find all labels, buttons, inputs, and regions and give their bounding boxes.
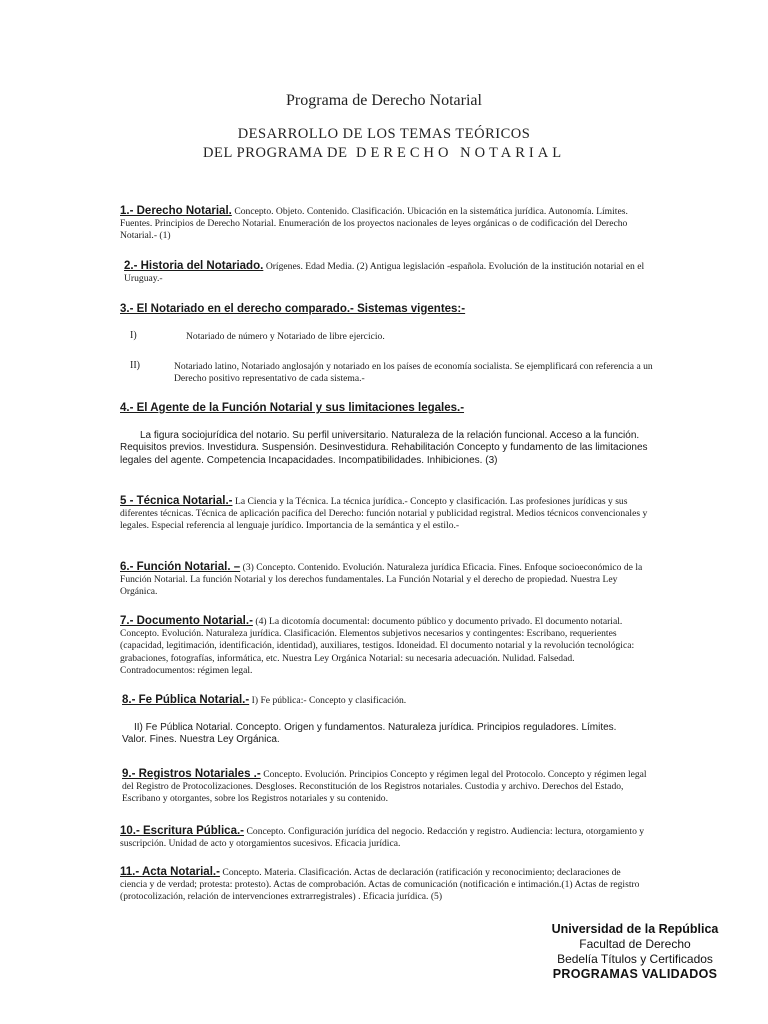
stamp-university: Universidad de la República xyxy=(551,922,719,936)
section-8-heading: 8.- Fe Pública Notarial.- xyxy=(122,694,250,706)
section-7-text: (4) La dicotomía documental: documento público y documento privado. El documento notarial. Concepto. Evolución. Naturaleza jurídica. Clasificación. Elementos subjetivos necesarios y contingentes: Escribano, requerientes (capacidad, legitimación, identificación, identidad), auxiliares, testigos. Idoneidad. El documento notarial y la revolución tecnológica: grabaciones, fotografías, informática, etc. Nuestra Ley Orgánica Notarial: su necesaria adecuación. Nulidad. Falsedad. Contradocumentos: régimen legal. xyxy=(120,616,635,676)
section-6-text: (3) Concepto. Contenido. Evolución. Naturaleza jurídica Eficacia. Fines. Enfoque socioeconómico de la Función Notarial. La función Notarial y los derechos fundamentales. La Función Notarial y el derecho de propiedad. Nuestra Ley Orgánica. xyxy=(120,562,643,598)
stamp-validated: PROGRAMAS VALIDADOS xyxy=(552,967,718,981)
section-9 xyxy=(122,768,652,806)
section-3-item2-number: II) xyxy=(130,360,140,371)
validation-stamp xyxy=(540,922,730,982)
section-11-text: Concepto. Materia. Clasificación. Actas de declaración (ratificación y reconocimiento; declaraciones de ciencia y de verdad; protesta: protesto). Actas de comprobación. Actas de comunicación (notificación e intimación.(1) Actas de registro (protocolización, relación de intervenciones extrarregistrales) . Eficacia jurídica. (5) xyxy=(120,867,640,903)
section-11 xyxy=(120,866,650,904)
section-11-heading: 11.- Acta Notarial.- xyxy=(120,866,220,878)
section-2-heading: 2.- Historia del Notariado. xyxy=(124,260,264,272)
section-3-item2-text: Notariado latino, Notariado anglosajón y notariado en los países de economía socialista. Se ejemplificará con referencia a un Derecho positivo representativo de cada sistema.- xyxy=(174,361,653,385)
section-5 xyxy=(120,495,650,533)
section-3-heading: 3.- El Notariado en el derecho comparado.- Sistemas vigentes:- xyxy=(120,303,466,315)
section-2 xyxy=(124,260,654,285)
section-6 xyxy=(120,561,650,599)
section-10 xyxy=(120,825,650,850)
section-3-item1-text: Notariado de número y Notariado de libre ejercicio. xyxy=(186,331,385,342)
section-1-text: Concepto. Objeto. Contenido. Clasificación. Ubicación en la sistemática jurídica. Autonomía. Límites. Fuentes. Principios de Derecho Notarial. Enumeración de los proyectos nacionales de leyes orgánicas o de codificación del Derecho Notarial.- (1) xyxy=(120,206,628,242)
section-3 xyxy=(120,303,650,316)
section-10-heading: 10.- Escritura Pública.- xyxy=(120,825,244,837)
section-9-text: Concepto. Evolución. Principios Concepto y régimen legal del Protocolo. Concepto y régimen legal del Registro de Protocolizaciones. Desgloses. Reconstitución de los Registros notariales. Custodia y archivo. Derechos del Estado, Escribano y otorgantes, sobre los Registros notariales y su contenido. xyxy=(122,769,647,805)
section-1-heading: 1.- Derecho Notarial. xyxy=(120,205,232,217)
section-7-heading: 7.- Documento Notarial.- xyxy=(120,615,253,627)
subtitle-line2-prefix: DEL PROGRAMA DE xyxy=(202,145,348,161)
subtitle-line2-suffix: DERECHO NOTARIAL xyxy=(356,145,566,161)
section-5-text: La Ciencia y la Técnica. La técnica jurídica.- Concepto y clasificación. Las profesiones jurídicas y sus diferentes técnicas. Técnica de aplicación pacífica del Derecho: función notarial y publicidad registral. Medios técnicos convencionales y legales. Especial referencia al lenguaje jurídico. Importancia de la semántica y el estilo.- xyxy=(120,496,648,532)
stamp-faculty: Facultad de Derecho xyxy=(579,937,691,951)
section-6-heading: 6.- Función Notarial. – xyxy=(120,561,241,573)
section-4 xyxy=(120,402,650,415)
section-8-subtext: II) Fe Pública Notarial. Concepto. Origen y fundamentos. Naturaleza jurídica. Principios reguladores. Límites. Valor. Fines. Nuestra Ley Orgánica. xyxy=(122,722,617,746)
stamp-office: Bedelía Títulos y Certificados xyxy=(557,952,713,966)
section-2-text: Orígenes. Edad Media. (2) Antigua legislación -española. Evolución de la institución notarial en el Uruguay.- xyxy=(124,261,645,285)
section-8 xyxy=(122,694,652,707)
document-subtitle-line1: DESARROLLO DE LOS TEMAS TEÓRICOS xyxy=(237,126,531,142)
document-subtitle-line2 xyxy=(0,145,768,162)
section-10-text: Concepto. Configuración jurídica del negocio. Redacción y registro. Audiencia: lectura, otorgamiento y suscripción. Unidad de acto y otorgamientos sucesivos. Eficacia jurídica. xyxy=(120,826,645,850)
section-5-heading: 5 - Técnica Notarial.- xyxy=(120,495,233,507)
section-1 xyxy=(120,205,650,243)
section-3-item1-number: I) xyxy=(130,330,137,341)
section-8-text: I) Fe pública:- Concepto y clasificación. xyxy=(251,695,407,706)
section-7 xyxy=(120,615,650,677)
section-4-text: La figura sociojurídica del notario. Su perfil universitario. Naturaleza de la relación funcional. Acceso a la función. Requisitos previos. Investidura. Suspensión. Desinvestidura. Rehabilitación Concepto y fundamento de las limitaciones legales del agente. Competencia Incapacidades. Incompatibilidades. Inhibiciones. (3) xyxy=(120,430,648,466)
section-9-heading: 9.- Registros Notariales .- xyxy=(122,768,261,780)
section-4-heading: 4.- El Agente de la Función Notarial y sus limitaciones legales.- xyxy=(120,402,465,414)
document-title: Programa de Derecho Notarial xyxy=(286,92,482,109)
